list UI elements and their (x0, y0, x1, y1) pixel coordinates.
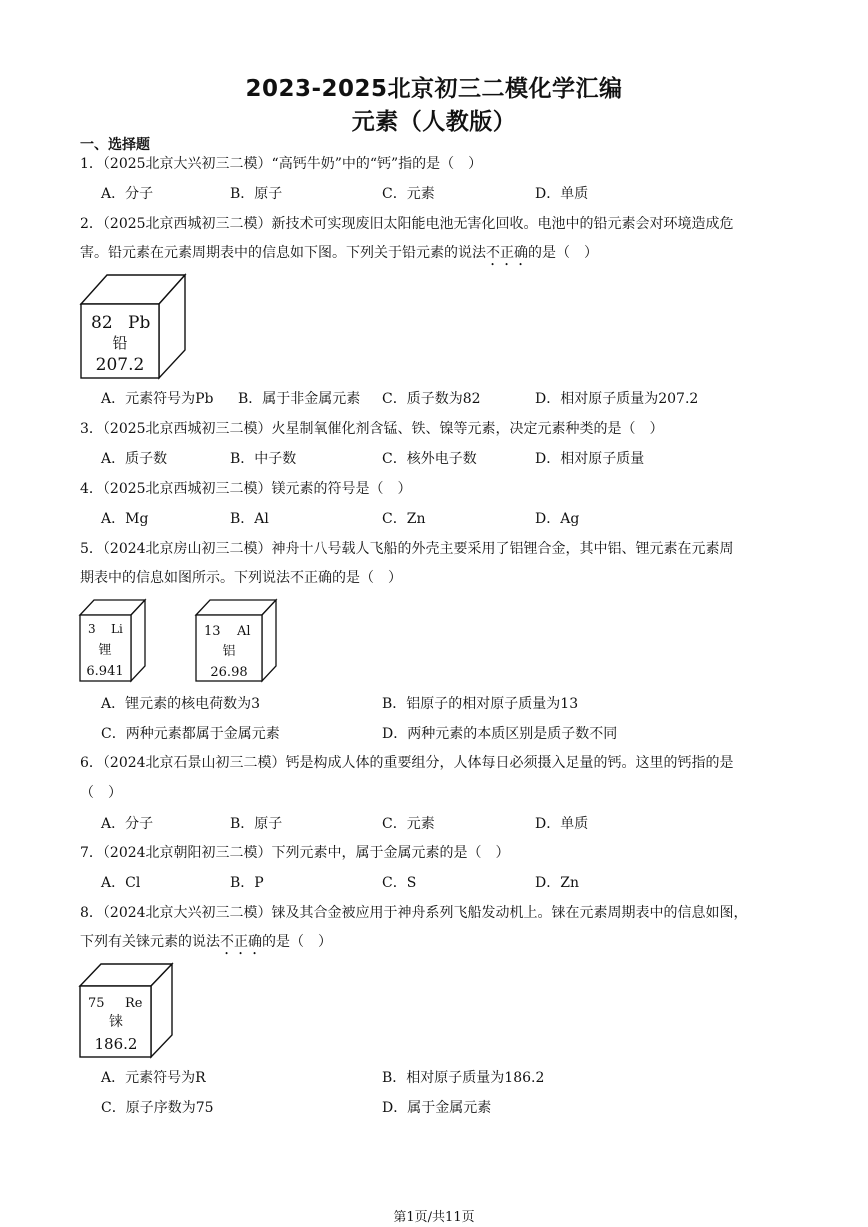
q5-option-c: C．两种元素都属于金属元素 (101, 726, 280, 742)
question-2-stem-line2: 害。铅元素在元素周期表中的信息如下图。下列关于铅元素的说法不正确的是（ ） (80, 245, 598, 261)
q1-option-c: C．元素 (382, 186, 435, 202)
q6-option-c: C．元素 (382, 816, 435, 832)
element-tile-li (78, 598, 148, 684)
question-6-stem-line2: （ ） (80, 785, 122, 801)
question-5-stem-line2: 期表中的信息如图所示。下列说法不正确的是（ ） (80, 570, 402, 586)
q8-option-b: B．相对原子质量为186.2 (382, 1070, 545, 1086)
q2-option-c: C．质子数为82 (382, 391, 481, 407)
question-2-stem-line1: 2．（2025北京西城初三二模）新技术可实现废旧太阳能电池无害化回收。电池中的铅元素会对环境造成危 (80, 216, 734, 232)
tile-symbol: Re (125, 996, 143, 1011)
tile-symbol: Al (237, 624, 251, 639)
tile-number: 82 (91, 313, 113, 333)
tile-name: 铝 (222, 644, 236, 659)
tile-number: 75 (88, 996, 105, 1011)
tile-number: 13 (204, 624, 221, 639)
q5-option-a: A．锂元素的核电荷数为3 (101, 696, 261, 712)
tile-mass: 6.941 (86, 664, 124, 679)
element-tile-al (194, 598, 280, 684)
tile-mass: 186.2 (94, 1035, 138, 1053)
q7-option-a: A．Cl (101, 875, 141, 891)
document-subtitle: 元素（人教版） (351, 109, 517, 135)
q4-option-b: B．Al (230, 511, 269, 527)
tile-number: 3 (88, 622, 96, 636)
element-tile-re (78, 962, 176, 1060)
q6-option-a: A．分子 (101, 816, 154, 832)
q8-option-a: A．元素符号为R (101, 1070, 206, 1086)
emphasis-not-correct: 不正确 (486, 245, 528, 261)
section-heading: 一、选择题 (80, 137, 150, 153)
q2-option-d: D．相对原子质量为207.2 (535, 391, 699, 407)
q7-option-d: D．Zn (535, 875, 579, 891)
q1-option-b: B．原子 (230, 186, 283, 202)
q3-option-b: B．中子数 (230, 451, 297, 467)
q5-option-b: B．铝原子的相对原子质量为13 (382, 696, 579, 712)
q4-option-d: D．Ag (535, 511, 580, 527)
question-7-stem: 7．（2024北京朝阳初三二模）下列元素中，属于金属元素的是（ ） (80, 845, 510, 861)
q3-option-d: D．相对原子质量 (535, 451, 645, 467)
q7-option-c: C．S (382, 875, 417, 891)
question-8-stem-line1: 8．（2024北京大兴初三二模）铼及其合金被应用于神舟系列飞船发动机上。铼在元素周期表中的信息如图， (80, 905, 748, 921)
q7-option-b: B．P (230, 875, 264, 891)
tile-symbol: Pb (128, 313, 151, 333)
q5-option-d: D．两种元素的本质区别是质子数不同 (382, 726, 618, 742)
page-footer: 第1页/共11页 (393, 1210, 475, 1225)
question-6-stem-line1: 6．（2024北京石景山初三二模）钙是构成人体的重要组分，人体每日必须摄入足量的钙。这里的钙指的是 (80, 755, 734, 771)
q3-option-c: C．核外电子数 (382, 451, 477, 467)
q2-option-a: A．元素符号为Pb (101, 391, 214, 407)
question-4-stem: 4．（2025北京西城初三二模）镁元素的符号是（ ） (80, 481, 412, 497)
q6-option-b: B．原子 (230, 816, 283, 832)
q4-option-a: A．Mg (101, 511, 149, 527)
q2-option-b: B．属于非金属元素 (238, 391, 361, 407)
emphasis-not-correct: 不正确 (220, 934, 262, 950)
tile-mass: 26.98 (210, 665, 248, 680)
q3-option-a: A．质子数 (101, 451, 168, 467)
q8-option-c: C．原子序数为75 (101, 1100, 214, 1116)
tile-name: 铅 (112, 334, 128, 352)
document-title: 2023-2025北京初三二模化学汇编 (245, 76, 623, 102)
question-3-stem: 3．（2025北京西城初三二模）火星制氧催化剂含锰、铁、镍等元素，决定元素种类的是（ ） (80, 421, 664, 437)
q1-option-a: A．分子 (101, 186, 154, 202)
tile-name: 铼 (109, 1014, 123, 1030)
question-5-stem-line1: 5．（2024北京房山初三二模）神舟十八号载人飞船的外壳主要采用了铝锂合金，其中铝、锂元素在元素周 (80, 541, 734, 557)
q6-option-d: D．单质 (535, 816, 589, 832)
element-tile-pb (78, 272, 190, 382)
tile-mass: 207.2 (95, 355, 145, 375)
question-8-stem-line2: 下列有关铼元素的说法不正确的是（ ） (80, 934, 332, 950)
tile-name: 锂 (98, 643, 112, 658)
question-1-stem: 1．（2025北京大兴初三二模）“高钙牛奶”中的“钙”指的是（ ） (80, 156, 483, 172)
q1-option-d: D．单质 (535, 186, 589, 202)
q8-option-d: D．属于金属元素 (382, 1100, 492, 1116)
tile-symbol: Li (111, 622, 123, 636)
q4-option-c: C．Zn (382, 511, 426, 527)
